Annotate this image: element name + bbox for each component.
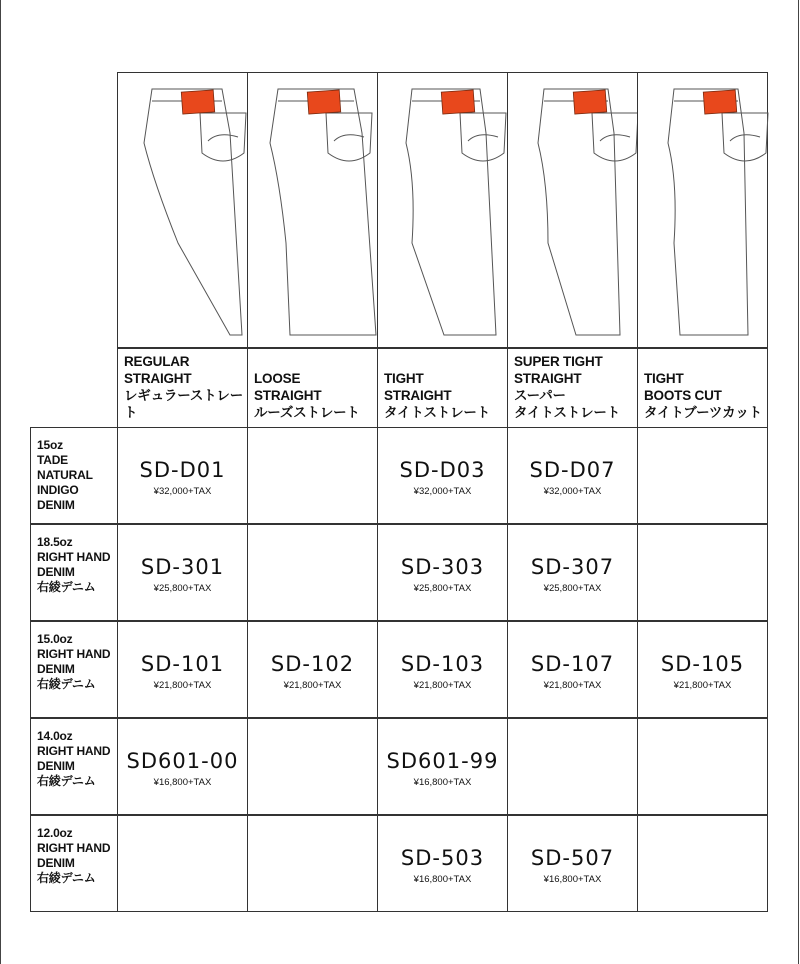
style-label: TIGHT BOOTS CUT タイトブーツカット bbox=[644, 371, 762, 420]
product-cell bbox=[117, 718, 248, 815]
empty-cell bbox=[247, 718, 378, 815]
product-price: ¥21,800+TAX bbox=[673, 680, 732, 691]
empty-cell bbox=[507, 718, 638, 815]
style-image-3 bbox=[377, 72, 508, 348]
jeans-outline bbox=[270, 89, 376, 335]
product-cell bbox=[377, 718, 508, 815]
leather-patch-icon bbox=[441, 90, 474, 114]
product-price: ¥16,800+TAX bbox=[413, 874, 472, 885]
product-price: ¥21,800+TAX bbox=[153, 680, 212, 691]
product-cell bbox=[117, 621, 248, 718]
page-border-right bbox=[798, 0, 799, 964]
product-code: SD-101 bbox=[140, 652, 225, 676]
style-image-1 bbox=[117, 72, 248, 348]
style-image-4 bbox=[507, 72, 638, 348]
fabric-label: 14.0oz RIGHT HAND DENIM 右綾デニム bbox=[37, 729, 111, 788]
empty-cell bbox=[117, 815, 248, 912]
page-border-left bbox=[0, 0, 1, 964]
product-price: ¥25,800+TAX bbox=[543, 583, 602, 594]
product-price: ¥16,800+TAX bbox=[153, 777, 212, 788]
fabric-label: 12.0oz RIGHT HAND DENIM 右綾デニム bbox=[37, 826, 111, 885]
product-code: SD-103 bbox=[400, 652, 485, 676]
fabric-label: 15.0oz RIGHT HAND DENIM 右綾デニム bbox=[37, 632, 111, 691]
product-price: ¥32,000+TAX bbox=[153, 486, 212, 497]
product-price: ¥16,800+TAX bbox=[413, 777, 472, 788]
product-price: ¥25,800+TAX bbox=[153, 583, 212, 594]
empty-cell bbox=[247, 427, 378, 524]
style-header-3 bbox=[377, 348, 508, 428]
product-code: SD-507 bbox=[530, 846, 615, 870]
empty-cell bbox=[637, 427, 768, 524]
product-code: SD-105 bbox=[660, 652, 745, 676]
size-chart bbox=[30, 72, 768, 912]
product-price: ¥32,000+TAX bbox=[543, 486, 602, 497]
style-label: SUPER TIGHT STRAIGHT スーパー タイトストレート bbox=[514, 354, 620, 420]
empty-cell bbox=[247, 815, 378, 912]
product-cell bbox=[507, 427, 638, 524]
leather-patch-icon bbox=[573, 90, 606, 114]
style-header-1 bbox=[117, 348, 248, 428]
jeans-outline bbox=[144, 89, 242, 335]
product-cell bbox=[377, 815, 508, 912]
product-price: ¥32,000+TAX bbox=[413, 486, 472, 497]
empty-cell bbox=[637, 815, 768, 912]
style-image-5 bbox=[637, 72, 768, 348]
product-price: ¥21,800+TAX bbox=[413, 680, 472, 691]
product-code: SD-102 bbox=[270, 652, 355, 676]
empty-cell bbox=[247, 524, 378, 621]
product-code: SD-303 bbox=[400, 555, 485, 579]
jeans-back-icon bbox=[118, 73, 249, 349]
product-cell bbox=[377, 524, 508, 621]
fabric-label: 18.5oz RIGHT HAND DENIM 右綾デニム bbox=[37, 535, 111, 594]
product-code: SD-D03 bbox=[399, 458, 486, 482]
fabric-label-cell-1 bbox=[30, 427, 118, 524]
style-image-2 bbox=[247, 72, 378, 348]
product-code: SD-301 bbox=[140, 555, 225, 579]
product-code: SD-107 bbox=[530, 652, 615, 676]
fabric-label-cell-5 bbox=[30, 815, 118, 912]
style-label: REGULAR STRAIGHT レギュラーストレート bbox=[124, 354, 244, 420]
style-label: TIGHT STRAIGHT タイトストレート bbox=[384, 371, 490, 420]
product-cell bbox=[637, 621, 768, 718]
product-cell bbox=[247, 621, 378, 718]
leather-patch-icon bbox=[181, 90, 214, 114]
product-code: SD-D07 bbox=[529, 458, 616, 482]
product-cell bbox=[507, 815, 638, 912]
jeans-back-icon bbox=[508, 73, 639, 349]
product-price: ¥25,800+TAX bbox=[413, 583, 472, 594]
jeans-back-icon bbox=[248, 73, 379, 349]
empty-cell bbox=[637, 718, 768, 815]
jeans-back-icon bbox=[638, 73, 769, 349]
fabric-label-cell-4 bbox=[30, 718, 118, 815]
empty-cell bbox=[637, 524, 768, 621]
product-code: SD601-00 bbox=[126, 749, 239, 773]
jeans-back-icon bbox=[378, 73, 509, 349]
jeans-outline bbox=[538, 89, 620, 335]
product-code: SD-503 bbox=[400, 846, 485, 870]
style-header-2 bbox=[247, 348, 378, 428]
fabric-label: 15oz TADE NATURAL INDIGO DENIM bbox=[37, 438, 93, 512]
product-cell bbox=[507, 621, 638, 718]
product-price: ¥16,800+TAX bbox=[543, 874, 602, 885]
jeans-outline bbox=[668, 89, 748, 335]
fabric-label-cell-2 bbox=[30, 524, 118, 621]
style-header-4 bbox=[507, 348, 638, 428]
fabric-label-cell-3 bbox=[30, 621, 118, 718]
product-price: ¥21,800+TAX bbox=[543, 680, 602, 691]
leather-patch-icon bbox=[307, 90, 340, 114]
product-cell bbox=[117, 524, 248, 621]
style-label: LOOSE STRAIGHT ルーズストレート bbox=[254, 371, 360, 420]
product-cell bbox=[377, 621, 508, 718]
product-code: SD-D01 bbox=[139, 458, 226, 482]
style-header-5 bbox=[637, 348, 768, 428]
product-code: SD601-99 bbox=[386, 749, 499, 773]
product-price: ¥21,800+TAX bbox=[283, 680, 342, 691]
product-cell bbox=[377, 427, 508, 524]
product-cell bbox=[117, 427, 248, 524]
jeans-outline bbox=[406, 89, 496, 335]
leather-patch-icon bbox=[703, 90, 736, 114]
product-code: SD-307 bbox=[530, 555, 615, 579]
product-cell bbox=[507, 524, 638, 621]
